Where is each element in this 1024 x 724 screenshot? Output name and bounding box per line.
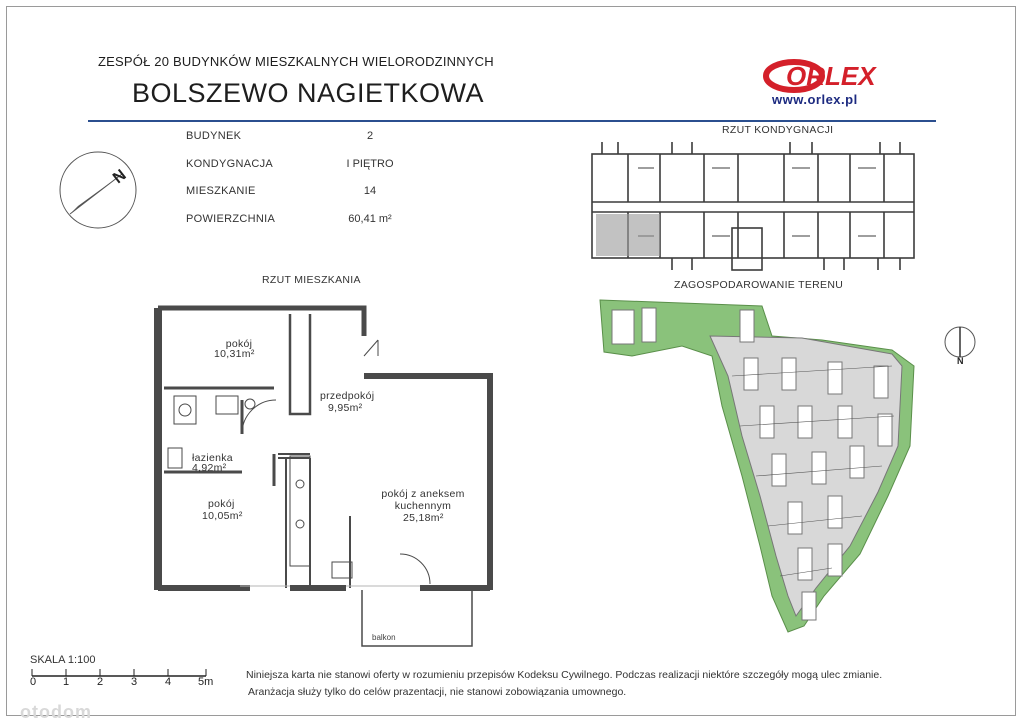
info-label: MIESZKANIE: [186, 185, 256, 197]
info-value: 2: [366, 130, 374, 142]
highlighted-apartment: [596, 214, 660, 256]
room-area: 9,95m²: [328, 402, 363, 414]
info-row-apartment: [186, 185, 446, 213]
watermark: otodom: [20, 702, 92, 722]
room-area: 10,05m²: [202, 510, 243, 522]
scale-tick: 5m: [198, 676, 214, 688]
apartment-info: [186, 130, 446, 240]
project-subtitle: ZESPÓŁ 20 BUDYNKÓW MIESZKALNYCH WIELORODZINNYCH: [98, 54, 494, 69]
site-plan-title: ZAGOSPODAROWANIE TERENU: [674, 279, 844, 291]
info-row-floor: [186, 158, 446, 186]
room-area: 4,92m²: [192, 462, 227, 474]
room-name: pokój z aneksem kuchennym: [381, 488, 465, 512]
scale-tick: 0: [30, 676, 37, 688]
room-name: przedpokój: [320, 390, 375, 402]
scale-label: SKALA 1:100: [30, 654, 96, 666]
logo-text: ORLEX: [786, 61, 876, 91]
info-label: POWIERZCHNIA: [186, 212, 276, 225]
project-title: BOLSZEWO NAGIETKOWA: [132, 78, 485, 108]
disclaimer-line: Niniejsza karta nie stanowi oferty w rozumieniu przepisów Kodeksu Cywilnego. Podczas realizacji niektóre szczegóły mogą ulec zmianie.: [246, 669, 883, 681]
disclaimer: [246, 667, 882, 701]
scale-tick: 1: [63, 676, 70, 688]
info-label: KONDYGNACJA: [186, 157, 274, 170]
floor-plan-title: RZUT KONDYGNACJI: [722, 124, 834, 136]
room-name: balkon: [372, 633, 396, 642]
disclaimer-line: Aranżacja służy tylko do celów prazentacji, nie stanowi zobowiązania umownego.: [248, 686, 627, 698]
info-row-building: [186, 130, 446, 158]
room-area: 25,18m²: [403, 512, 444, 524]
header-divider: [88, 120, 936, 122]
compass-letter: N: [109, 166, 130, 188]
scale-bar: [30, 666, 210, 678]
room-area: 10,31m²: [214, 348, 255, 360]
room-name: pokój: [225, 338, 253, 350]
site-compass-letter: N: [957, 356, 964, 366]
site-development-plan: [592, 296, 922, 638]
apartment-floor-plan: [150, 296, 500, 652]
room-name: łazienka: [192, 452, 233, 464]
scale-tick: 4: [165, 676, 172, 688]
info-row-area: [186, 213, 446, 241]
info-value: I PIĘTRO: [346, 157, 394, 170]
site-compass-icon: [942, 324, 978, 368]
plan-title: RZUT MIESZKANIA: [262, 274, 361, 286]
info-value: 60,41 m²: [348, 212, 392, 225]
scale-tick: 3: [131, 676, 138, 688]
building-floor-plan: [588, 140, 918, 272]
website-link[interactable]: www.orlex.pl: [772, 92, 858, 107]
info-label: BUDYNEK: [186, 130, 242, 142]
north-compass-icon: [56, 148, 140, 232]
scale-tick: 2: [97, 676, 104, 688]
room-name: pokój: [208, 498, 235, 510]
info-value: 14: [363, 185, 377, 197]
